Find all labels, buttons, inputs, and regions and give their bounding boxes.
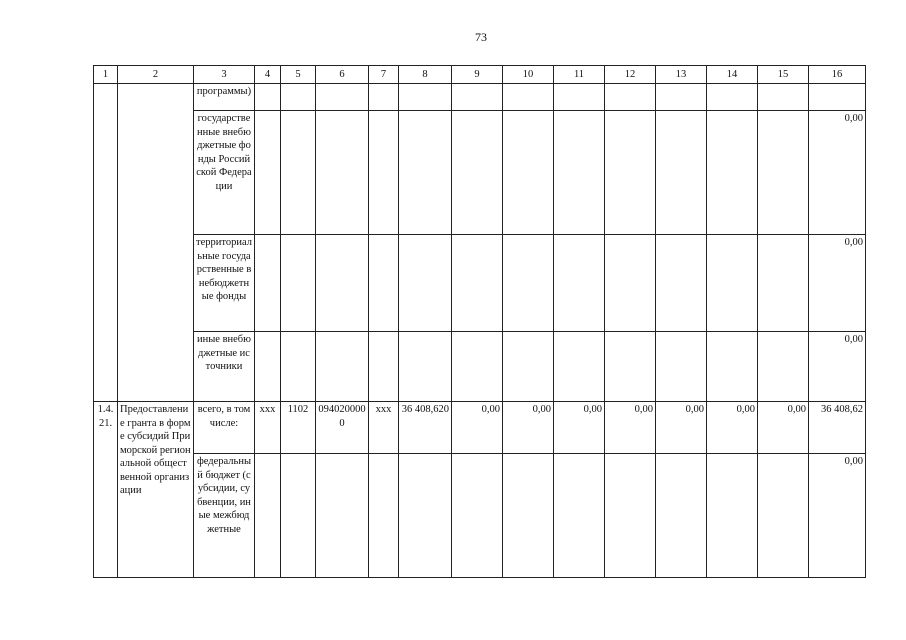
value-cell: 0,00 [809,111,866,235]
budget-table [93,65,866,578]
row-label: всего, в том числе: [194,402,255,454]
col-header: 4 [255,66,281,84]
code-cell: 1102 [281,402,316,454]
header-row [94,66,866,84]
value-cell: 0,00 [554,402,605,454]
table-row [94,84,866,111]
value-cell: 0,00 [809,454,866,578]
col-header: 11 [554,66,605,84]
col-header: 16 [809,66,866,84]
cell-empty [94,84,118,402]
value-cell: 36 408,620 [399,402,452,454]
value-cell: 0,00 [809,235,866,332]
value-cell: 0,00 [605,402,656,454]
col-header: 15 [758,66,809,84]
value-cell: 0,00 [809,332,866,402]
value-cell: 0,00 [503,402,554,454]
value-cell: 0,00 [656,402,707,454]
item-number: 1.4.21. [94,402,118,578]
col-header: 2 [118,66,194,84]
table-row [94,332,866,402]
row-label: федеральный бюджет (субсидии, субвенции, иные межбюджетные [194,454,255,578]
col-header: 7 [369,66,399,84]
value-cell: 0,00 [452,402,503,454]
row-label: государственные внебюджетные фонды Российской Федерации [194,111,255,235]
col-header: 8 [399,66,452,84]
table-row [94,454,866,578]
col-header: 12 [605,66,656,84]
col-header: 14 [707,66,758,84]
code-cell: 0940200000 [316,402,369,454]
row-label: иные внебюджетные источники [194,332,255,402]
table-row [94,402,866,454]
col-header: 1 [94,66,118,84]
value-cell: 0,00 [707,402,758,454]
col-header: 6 [316,66,369,84]
value-cell: 36 408,62 [809,402,866,454]
table-row [94,235,866,332]
row-label: территориальные государственные внебюджетные фонды [194,235,255,332]
col-header: 5 [281,66,316,84]
item-description: Предоставление гранта в форме субсидий Приморской региональной общественной организации [118,402,194,578]
cell-empty [118,84,194,402]
col-header: 10 [503,66,554,84]
col-header: 9 [452,66,503,84]
col-header: 13 [656,66,707,84]
col-header: 3 [194,66,255,84]
table-row [94,111,866,235]
code-cell: ххх [255,402,281,454]
page-number: 73 [475,30,487,44]
row-label: программы) [194,84,255,111]
value-cell: 0,00 [758,402,809,454]
code-cell: ххх [369,402,399,454]
